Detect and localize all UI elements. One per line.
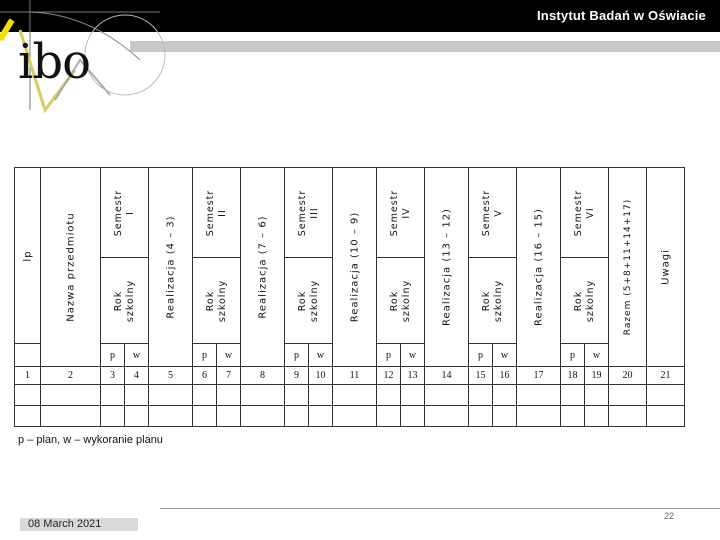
plan-label: p [561, 344, 585, 367]
plan-label: p [469, 344, 493, 367]
table-cell[interactable] [125, 406, 149, 427]
col-number: 9 [285, 367, 309, 385]
table-cell[interactable] [493, 385, 517, 406]
table-cell[interactable] [401, 406, 425, 427]
school-year-6: Rok szkolny [561, 258, 609, 344]
done-label: w [309, 344, 333, 367]
subject-header: Nazwa przedmiotu [41, 168, 101, 367]
school-year-2: Rok szkolny [193, 258, 241, 344]
done-label: w [401, 344, 425, 367]
table-cell[interactable] [193, 385, 217, 406]
col-number: 17 [517, 367, 561, 385]
lp-header-spacer [15, 344, 41, 367]
col-number: 13 [401, 367, 425, 385]
semester-5-header: Semestr V [469, 168, 517, 258]
table-cell[interactable] [493, 406, 517, 427]
page-number: 22 [664, 511, 675, 521]
col-number: 11 [333, 367, 377, 385]
table-cell[interactable] [517, 406, 561, 427]
realization-4-header: Realizacja (13 – 12) [425, 168, 469, 367]
col-number: 6 [193, 367, 217, 385]
total-header: Razem (5+8+11+14+17) [609, 168, 647, 367]
col-number: 5 [149, 367, 193, 385]
table-cell[interactable] [377, 385, 401, 406]
organization-name: Instytut Badań w Oświacie [537, 8, 706, 23]
table-cell[interactable] [647, 406, 685, 427]
table-cell[interactable] [377, 406, 401, 427]
table-cell[interactable] [401, 385, 425, 406]
table-cell[interactable] [517, 385, 561, 406]
table-cell[interactable] [217, 385, 241, 406]
ibo-logo [0, 0, 170, 115]
plan-label: p [285, 344, 309, 367]
col-number: 2 [41, 367, 101, 385]
done-label: w [217, 344, 241, 367]
table-cell[interactable] [585, 406, 609, 427]
col-number: 7 [217, 367, 241, 385]
col-number: 10 [309, 367, 333, 385]
table-cell[interactable] [125, 385, 149, 406]
plan-label: p [193, 344, 217, 367]
table-cell[interactable] [15, 406, 41, 427]
school-year-3: Rok szkolny [285, 258, 333, 344]
plan-label: p [101, 344, 125, 367]
table-cell[interactable] [149, 406, 193, 427]
table-row [15, 385, 685, 406]
col-number: 8 [241, 367, 285, 385]
plan-table [14, 167, 685, 427]
semester-6-header: Semestr VI [561, 168, 609, 258]
table-cell[interactable] [101, 385, 125, 406]
col-number: 16 [493, 367, 517, 385]
table-cell[interactable] [309, 385, 333, 406]
school-year-1: Rok szkolny [101, 258, 149, 344]
table-cell[interactable] [425, 406, 469, 427]
table-cell[interactable] [241, 385, 285, 406]
school-year-4: Rok szkolny [377, 258, 425, 344]
school-year-5: Rok szkolny [469, 258, 517, 344]
table-cell[interactable] [41, 385, 101, 406]
col-number: 3 [101, 367, 125, 385]
lp-header: lp [15, 168, 41, 344]
table-cell[interactable] [149, 385, 193, 406]
table-legend: p – plan, w – wykoranie planu [18, 434, 163, 446]
table-cell[interactable] [647, 385, 685, 406]
done-label: w [493, 344, 517, 367]
table-cell[interactable] [609, 385, 647, 406]
logo-text: ibo [18, 34, 90, 90]
semester-2-header: Semestr II [193, 168, 241, 258]
table-cell[interactable] [241, 406, 285, 427]
semester-4-header: Semestr IV [377, 168, 425, 258]
table-cell[interactable] [285, 385, 309, 406]
table-cell[interactable] [41, 406, 101, 427]
col-number: 12 [377, 367, 401, 385]
table-cell[interactable] [561, 385, 585, 406]
remarks-header: Uwagi [647, 168, 685, 367]
realization-1-header: Realizacja (4 – 3) [149, 168, 193, 367]
table-cell[interactable] [333, 385, 377, 406]
col-number: 21 [647, 367, 685, 385]
table-cell[interactable] [609, 406, 647, 427]
col-number: 18 [561, 367, 585, 385]
semester-3-header: Semestr III [285, 168, 333, 258]
done-label: w [585, 344, 609, 367]
table-row [15, 406, 685, 427]
footer-date: 08 March 2021 [20, 518, 138, 531]
table-cell[interactable] [101, 406, 125, 427]
col-number: 4 [125, 367, 149, 385]
realization-3-header: Realizacja (10 – 9) [333, 168, 377, 367]
semester-1-header: Semestr I [101, 168, 149, 258]
table-cell[interactable] [333, 406, 377, 427]
table-cell[interactable] [285, 406, 309, 427]
table-cell[interactable] [217, 406, 241, 427]
column-number-row [15, 367, 685, 385]
table-cell[interactable] [425, 385, 469, 406]
plan-label: p [377, 344, 401, 367]
done-label: w [125, 344, 149, 367]
header-stripe [130, 41, 720, 52]
col-number: 1 [15, 367, 41, 385]
table-cell[interactable] [469, 385, 493, 406]
table-cell[interactable] [15, 385, 41, 406]
table-cell[interactable] [469, 406, 493, 427]
col-number: 15 [469, 367, 493, 385]
col-number: 20 [609, 367, 647, 385]
realization-5-header: Realizacja (16 – 15) [517, 168, 561, 367]
col-number: 14 [425, 367, 469, 385]
table-cell[interactable] [193, 406, 217, 427]
table-cell[interactable] [585, 385, 609, 406]
table-cell[interactable] [309, 406, 333, 427]
footer-divider [160, 508, 720, 509]
realization-2-header: Realizacja (7 – 6) [241, 168, 285, 367]
col-number: 19 [585, 367, 609, 385]
table-cell[interactable] [561, 406, 585, 427]
